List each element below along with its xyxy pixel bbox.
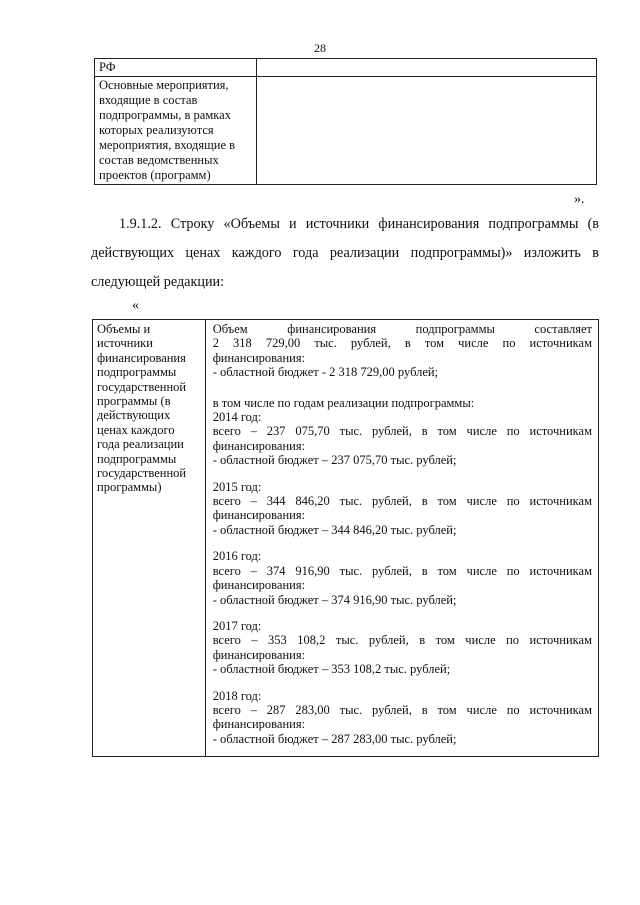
page-number: 28: [314, 41, 326, 55]
cell-line: источники: [97, 336, 153, 351]
table-cell-empty: [257, 59, 597, 77]
cell-line: подпрограммы, в рамках: [99, 108, 231, 122]
year-block-2018: [213, 689, 592, 747]
summary-line: - областной бюджет - 2 318 729,00 рублей;: [212, 365, 439, 380]
financing-content-cell: [205, 320, 598, 757]
table-cell-main-activities: [95, 77, 257, 185]
year-regional: - областной бюджет – 344 846,20 тыс. рублей;: [212, 522, 457, 537]
year-label: 2016 год:: [212, 549, 262, 564]
year-sources: финансирования:: [212, 508, 306, 523]
year-block-2014: [213, 410, 592, 468]
previous-table-continuation: [94, 58, 597, 185]
opening-quote: «: [132, 298, 139, 313]
table-row: [95, 59, 597, 77]
table-cell-rf: РФ: [95, 59, 257, 77]
cell-line: действующих: [97, 408, 171, 423]
amendment-paragraph: [91, 210, 599, 297]
year-regional: - областной бюджет – 353 108,2 тыс. рублей;: [212, 662, 451, 677]
cell-line: финансирования: [97, 350, 186, 365]
year-total: всего – 344 846,20 тыс. рублей, в том числе по источникам: [212, 494, 592, 509]
cell-line: ценах каждого: [97, 422, 175, 437]
years-heading: в том числе по годам реализации подпрограммы:: [212, 395, 475, 410]
paragraph-text: 1.9.1.2. Строку «Объемы и источники финансирования подпрограммы (в действующих ценах каждого года реализации подпрограммы)» изложить в следующей редакции:: [91, 216, 599, 290]
year-sources: финансирования:: [212, 578, 306, 593]
year-label: 2015 год:: [212, 479, 262, 494]
summary-line: 2 318 729,00 тыс. рублей, в том числе по источникам: [212, 336, 592, 351]
closing-quote: ».: [574, 192, 585, 207]
cell-line: проектов (программ): [99, 168, 211, 182]
cell-line: программы (в: [97, 394, 171, 409]
year-block-2015: [213, 480, 592, 538]
year-total: всего – 374 916,90 тыс. рублей, в том числе по источникам: [212, 563, 592, 578]
cell-line: подпрограммы: [97, 365, 177, 380]
year-regional: - областной бюджет – 374 916,90 тыс. рублей;: [212, 592, 457, 607]
summary-line: Объем финансирования подпрограммы составляет: [212, 322, 592, 336]
year-sources: финансирования:: [212, 438, 306, 453]
table-row: [93, 320, 599, 757]
cell-line: программы): [97, 480, 162, 495]
year-total: всего – 237 075,70 тыс. рублей, в том числе по источникам: [212, 424, 592, 439]
year-sources: финансирования:: [212, 717, 306, 732]
year-sources: финансирования:: [212, 647, 306, 662]
year-total: всего – 287 283,00 тыс. рублей, в том числе по источникам: [212, 702, 592, 717]
table-cell-empty: [257, 77, 597, 185]
year-regional: - областной бюджет – 287 283,00 тыс. рублей;: [212, 731, 457, 746]
cell-line: государственной: [97, 466, 187, 481]
table-row: [95, 77, 597, 185]
cell-line: государственной: [97, 379, 187, 394]
year-block-2016: [213, 549, 592, 607]
financing-table: [92, 319, 599, 757]
year-block-2017: [213, 619, 592, 677]
year-label: 2017 год:: [212, 618, 262, 633]
cell-line: подпрограммы: [97, 451, 177, 466]
cell-line: которых реализуются: [99, 123, 214, 137]
cell-line: Основные мероприятия,: [99, 78, 229, 92]
year-regional: - областной бюджет – 237 075,70 тыс. рублей;: [212, 453, 457, 468]
cell-line: состав ведомственных: [99, 153, 219, 167]
cell-line: входящие в состав: [99, 93, 198, 107]
year-total: всего – 353 108,2 тыс. рублей, в том числе по источникам: [212, 633, 592, 648]
cell-line: года реализации: [97, 437, 184, 452]
year-label: 2018 год:: [212, 688, 262, 703]
summary-line: финансирования:: [212, 350, 306, 365]
cell-line: Объемы и: [97, 322, 151, 336]
cell-line: мероприятия, входящие в: [99, 138, 236, 152]
year-label: 2014 год:: [212, 410, 262, 425]
financing-label-cell: [93, 320, 206, 757]
